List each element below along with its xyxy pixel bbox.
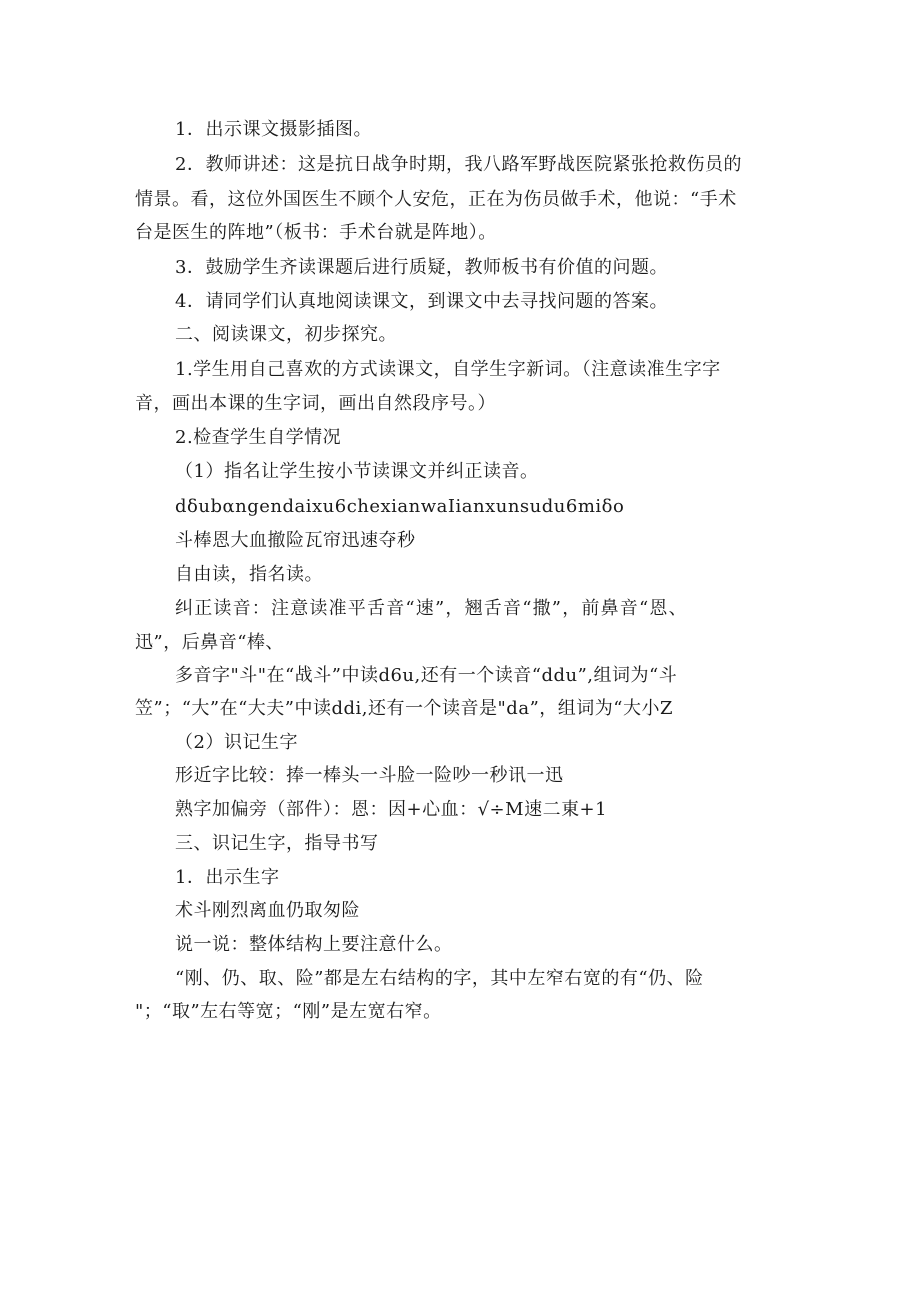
paragraph-line: 迅”，后鼻音“棒、 bbox=[135, 632, 284, 653]
paragraph-line: 2．教师讲述：这是抗日战争时期，我八路军野战医院紧张抢救伤员的 bbox=[175, 154, 742, 175]
character-list: 斗棒恩大血撤险瓦帘迅速夺秒 bbox=[175, 530, 416, 551]
paragraph-line: 4．请同学们认真地阅读课文，到课文中去寻找问题的答案。 bbox=[175, 291, 668, 312]
paragraph-line: 2.检查学生自学情况 bbox=[175, 427, 342, 448]
paragraph-line: 1．出示生字 bbox=[175, 867, 280, 888]
paragraph-line: 自由读，指名读。 bbox=[175, 564, 323, 585]
paragraph-line: （2）识记生字 bbox=[175, 732, 298, 753]
section-heading: 二、阅读课文，初步探究。 bbox=[175, 324, 397, 345]
paragraph-line: 笠”；“大”在“大夫”中读ddi,还有一个读音是"da”，组词为“大小Z bbox=[135, 698, 673, 719]
paragraph-line: 说一说：整体结构上要注意什么。 bbox=[175, 934, 453, 955]
paragraph-line: 情景。看，这位外国医生不顾个人安危，正在为伤员做手术，他说：“手术 bbox=[135, 189, 737, 210]
paragraph-line: （1）指名让学生按小节读课文并纠正读音。 bbox=[175, 461, 539, 482]
paragraph-line: 台是医生的阵地”（板书：手术台就是阵地）。 bbox=[135, 222, 497, 243]
character-list: 术斗刚烈离血仍取匆险 bbox=[175, 900, 360, 921]
paragraph-line: 熟字加偏旁（部件）：恩：因+心血：√÷M速二東+1 bbox=[175, 799, 608, 820]
section-heading: 三、识记生字，指导书写 bbox=[175, 833, 379, 854]
paragraph-line: 音，画出本课的生字词，画出自然段序号。） bbox=[135, 393, 496, 414]
paragraph-line: “刚、仍、取、险”都是左右结构的字，其中左窄右宽的有“仍、险 bbox=[175, 968, 704, 989]
paragraph-line: "；“取”左右等宽；“刚”是左宽右窄。 bbox=[135, 1001, 442, 1022]
pinyin-line: dδubαngendaixu6chexianwaIianxunsudu6miδo bbox=[175, 496, 625, 517]
paragraph-line: 1．出示课文摄影插图。 bbox=[175, 119, 372, 140]
paragraph-line: 多音字"斗"在“战斗”中读d6u,还有一个读音“ddu”,组词为“斗 bbox=[175, 665, 678, 686]
paragraph-line: 形近字比较：捧一棒头一斗脸一险吵一秒讯一迅 bbox=[175, 765, 564, 786]
paragraph-line: 1.学生用自己喜欢的方式读课文，自学生字新词。（注意读准生字字 bbox=[175, 359, 721, 380]
paragraph-line: 3．鼓励学生齐读课题后进行质疑，教师板书有价值的问题。 bbox=[175, 257, 668, 278]
paragraph-line: 纠正读音：注意读准平舌音“速”，翘舌音“撒”，前鼻音“恩、 bbox=[175, 598, 688, 619]
